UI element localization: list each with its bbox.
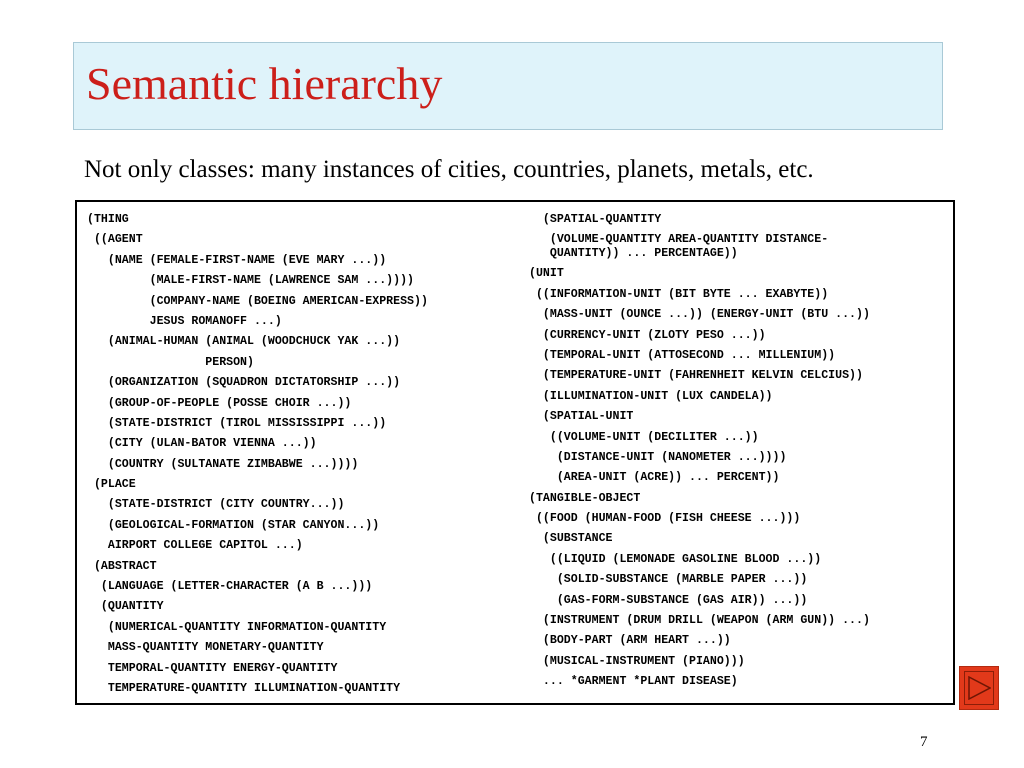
code-line: (TEMPERATURE-UNIT (FAHRENHEIT KELVIN CELCIUS)) bbox=[529, 369, 863, 383]
next-slide-button[interactable] bbox=[959, 666, 999, 710]
code-listing bbox=[75, 200, 955, 705]
code-line: (NAME (FEMALE-FIRST-NAME (EVE MARY ...)) bbox=[87, 253, 387, 267]
code-column-left bbox=[87, 210, 517, 699]
code-line: ((LIQUID (LEMONADE GASOLINE BLOOD ...)) bbox=[529, 552, 822, 566]
play-triangle-icon bbox=[967, 676, 991, 700]
code-line: TEMPERATURE-QUANTITY ILLUMINATION-QUANTITY bbox=[87, 681, 401, 695]
title-banner bbox=[73, 42, 943, 130]
code-line: (VOLUME-QUANTITY AREA-QUANTITY DISTANCE- bbox=[529, 233, 829, 247]
code-line: (NUMERICAL-QUANTITY INFORMATION-QUANTITY bbox=[87, 620, 387, 634]
code-line: (GAS-FORM-SUBSTANCE (GAS AIR)) ...)) bbox=[529, 593, 808, 607]
code-line: (GROUP-OF-PEOPLE (POSSE CHOIR ...)) bbox=[87, 396, 352, 410]
code-line: ((AGENT bbox=[87, 233, 143, 247]
code-line: (MALE-FIRST-NAME (LAWRENCE SAM ...)))) bbox=[87, 274, 414, 288]
code-line: (SUBSTANCE bbox=[529, 532, 613, 546]
code-line: (TANGIBLE-OBJECT bbox=[529, 491, 641, 505]
slide-title: Semantic hierarchy bbox=[86, 58, 443, 109]
code-line: (THING bbox=[87, 213, 129, 226]
code-line: (SPATIAL-UNIT bbox=[529, 410, 634, 424]
code-line: (DISTANCE-UNIT (NANOMETER ...)))) bbox=[529, 450, 787, 464]
code-line: ((FOOD (HUMAN-FOOD (FISH CHEESE ...))) bbox=[529, 512, 801, 526]
code-line: JESUS ROMANOFF ...) bbox=[87, 314, 282, 328]
code-line: (UNIT bbox=[529, 267, 564, 281]
code-column-right bbox=[529, 210, 949, 693]
code-line: (COUNTRY (SULTANATE ZIMBABWE ...)))) bbox=[87, 457, 359, 471]
code-line: (QUANTITY bbox=[87, 600, 164, 614]
code-line: (ABSTRACT bbox=[87, 559, 157, 573]
code-line: (ANIMAL-HUMAN (ANIMAL (WOODCHUCK YAK ...)) bbox=[87, 335, 401, 349]
code-line: (CURRENCY-UNIT (ZLOTY PESO ...)) bbox=[529, 328, 766, 342]
code-line: (AREA-UNIT (ACRE)) ... PERCENT)) bbox=[529, 471, 780, 485]
code-line: TEMPORAL-QUANTITY ENERGY-QUANTITY bbox=[87, 661, 338, 675]
code-line: (STATE-DISTRICT (TIROL MISSISSIPPI ...)) bbox=[87, 416, 387, 430]
code-line: QUANTITY)) ... PERCENTAGE)) bbox=[529, 247, 738, 261]
code-line: ... *GARMENT *PLANT DISEASE) bbox=[529, 675, 738, 689]
code-line: ((VOLUME-UNIT (DECILITER ...)) bbox=[529, 430, 759, 444]
code-line: (INSTRUMENT (DRUM DRILL (WEAPON (ARM GUN)) ...) bbox=[529, 614, 870, 628]
code-line: MASS-QUANTITY MONETARY-QUANTITY bbox=[87, 641, 324, 655]
code-line: (SPATIAL-QUANTITY bbox=[529, 213, 662, 226]
code-line: (SOLID-SUBSTANCE (MARBLE PAPER ...)) bbox=[529, 573, 808, 587]
code-line: (PLACE bbox=[87, 478, 136, 492]
code-line: (MASS-UNIT (OUNCE ...)) (ENERGY-UNIT (BTU ...)) bbox=[529, 308, 870, 322]
code-line: (CITY (ULAN-BATOR VIENNA ...)) bbox=[87, 437, 317, 451]
code-line: (ORGANIZATION (SQUADRON DICTATORSHIP ...)) bbox=[87, 376, 401, 390]
code-line: (GEOLOGICAL-FORMATION (STAR CANYON...)) bbox=[87, 518, 380, 532]
code-line: (STATE-DISTRICT (CITY COUNTRY...)) bbox=[87, 498, 345, 512]
page-number: 7 bbox=[920, 734, 928, 750]
code-line: ((INFORMATION-UNIT (BIT BYTE ... EXABYTE)) bbox=[529, 287, 829, 301]
slide-subtitle: Not only classes: many instances of cities, countries, planets, metals, etc. bbox=[84, 156, 814, 183]
code-line: AIRPORT COLLEGE CAPITOL ...) bbox=[87, 539, 303, 553]
code-line: (MUSICAL-INSTRUMENT (PIANO))) bbox=[529, 654, 745, 668]
code-line: (ILLUMINATION-UNIT (LUX CANDELA)) bbox=[529, 389, 773, 403]
code-line: (LANGUAGE (LETTER-CHARACTER (A B ...))) bbox=[87, 580, 373, 594]
code-line: (TEMPORAL-UNIT (ATTOSECOND ... MILLENIUM)) bbox=[529, 348, 836, 362]
code-line: PERSON) bbox=[87, 355, 254, 369]
code-line: (COMPANY-NAME (BOEING AMERICAN-EXPRESS)) bbox=[87, 294, 428, 308]
code-line: (BODY-PART (ARM HEART ...)) bbox=[529, 634, 731, 648]
